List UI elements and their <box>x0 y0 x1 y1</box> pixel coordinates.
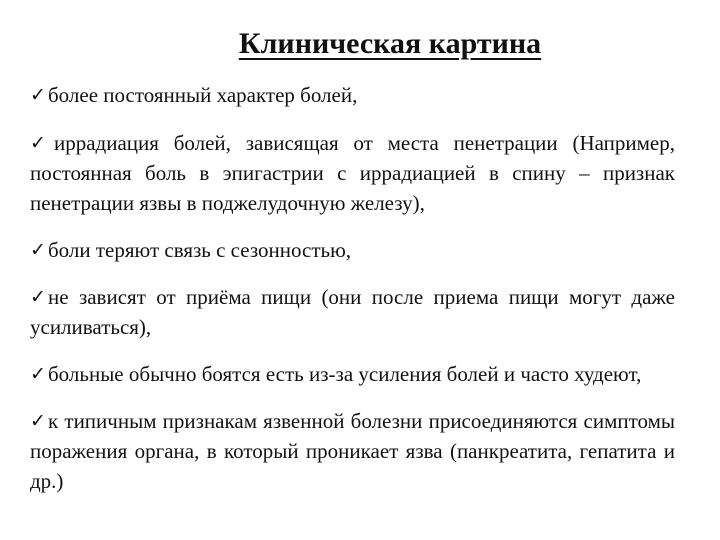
bullet-list <box>30 80 675 496</box>
checkmark-icon: ✓ <box>30 239 46 261</box>
checkmark-icon: ✓ <box>30 84 46 106</box>
checkmark-icon: ✓ <box>30 132 46 154</box>
list-item-text: к типичным признакам язвенной болезни присоединяются симптомы поражения органа, в который проникает язва (панкреатита, гепатита и др.) <box>30 409 675 493</box>
checkmark-icon: ✓ <box>30 286 46 308</box>
checkmark-icon: ✓ <box>30 410 46 432</box>
list-item <box>30 235 675 265</box>
list-item <box>30 128 675 218</box>
list-item-text: больные обычно боятся есть из-за усиления болей и часто худеют, <box>48 362 642 386</box>
slide-title: Клиническая картина <box>238 27 542 60</box>
list-item-text: более постоянный характер болей, <box>48 83 358 107</box>
list-item <box>30 406 675 496</box>
list-item-text: не зависят от приёма пищи (они после приема пищи могут даже усиливаться), <box>30 285 675 339</box>
list-item <box>30 282 675 342</box>
list-item <box>30 80 675 110</box>
list-item-text: иррадиация болей, зависящая от места пенетрации (Например, постоянная боль в эпигастрии с иррадиацией в спину – признак пенетрации язвы в поджелудочную железу), <box>30 131 675 215</box>
checkmark-icon: ✓ <box>30 363 46 385</box>
list-item-text: боли теряют связь с сезонностью, <box>48 238 352 262</box>
list-item <box>30 359 675 389</box>
